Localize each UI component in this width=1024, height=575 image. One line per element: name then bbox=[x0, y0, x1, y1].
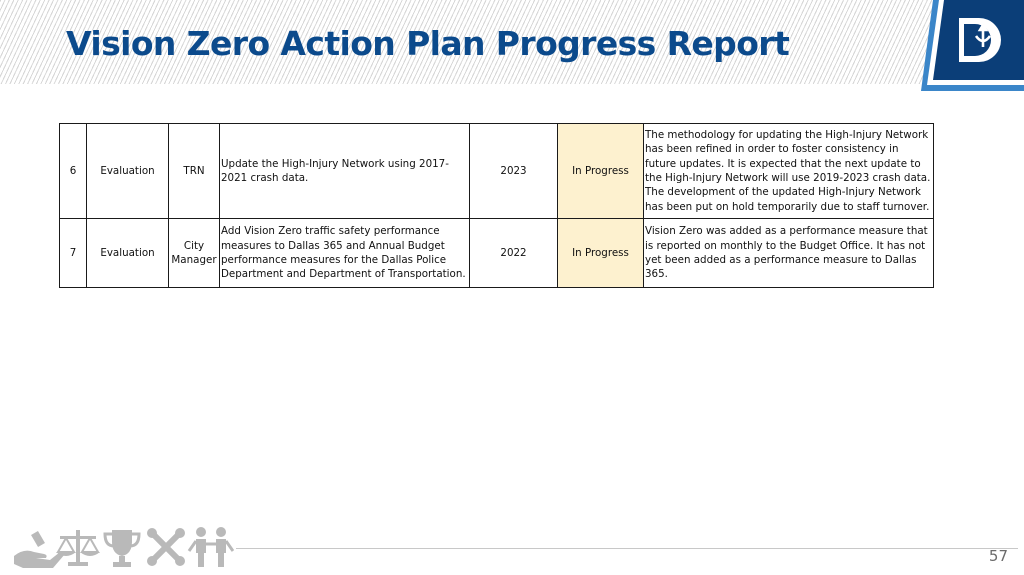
lead-department: City Manager bbox=[169, 219, 220, 288]
people-icon bbox=[189, 527, 233, 567]
action-type: Evaluation bbox=[87, 124, 169, 219]
status-comment: The methodology for updating the High-Injury Network has been refined in order to foster consistency in future updates. It is expected that the next update to the High-Injury Network will use 2019-2023 crash data. The development of the updated High-Injury Network has been put on hold temporarily due to staff turnover. bbox=[644, 124, 934, 219]
status-cell: In Progress bbox=[558, 219, 644, 288]
trophy-icon bbox=[105, 530, 139, 567]
footer-divider bbox=[236, 548, 1018, 549]
progress-table bbox=[59, 123, 934, 288]
city-of-dallas-logo-icon bbox=[915, 0, 1024, 91]
page-number: 57 bbox=[988, 547, 1008, 565]
lead-department: TRN bbox=[169, 124, 220, 219]
crossed-tools-icon bbox=[147, 528, 185, 566]
action-description: Update the High-Injury Network using 2017-2021 crash data. bbox=[220, 124, 470, 219]
action-number: 7 bbox=[60, 219, 87, 288]
action-description: Add Vision Zero traffic safety performance measures to Dallas 365 and Annual Budget performance measures for the Dallas Police Department and Department of Transportation. bbox=[220, 219, 470, 288]
footer-icon-strip bbox=[12, 526, 234, 570]
action-number: 6 bbox=[60, 124, 87, 219]
status-comment: Vision Zero was added as a performance measure that is reported on monthly to the Budget Office. It has not yet been added as a performance measure to Dallas 365. bbox=[644, 219, 934, 288]
table-row bbox=[60, 219, 934, 288]
status-cell: In Progress bbox=[558, 124, 644, 219]
target-year: 2022 bbox=[470, 219, 558, 288]
scales-of-justice-icon bbox=[56, 530, 100, 566]
action-type: Evaluation bbox=[87, 219, 169, 288]
target-year: 2023 bbox=[470, 124, 558, 219]
table-row bbox=[60, 124, 934, 219]
helping-hand-icon bbox=[14, 531, 65, 568]
page-title: Vision Zero Action Plan Progress Report bbox=[66, 24, 790, 63]
